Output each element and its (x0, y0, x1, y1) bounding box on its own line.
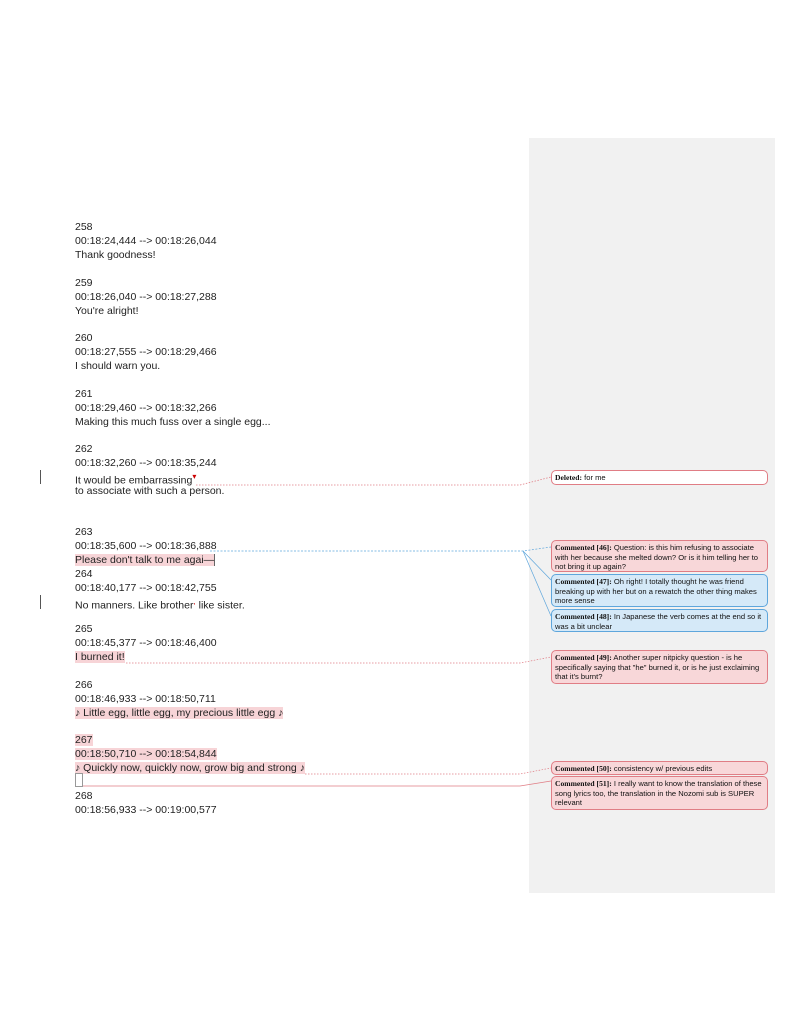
comment-balloon-47[interactable]: Commented [47]: Oh right! I totally thought he was friend breaking up with her but on a rewatch the other thing makes more sense (551, 574, 768, 607)
subtitle-block (75, 789, 217, 817)
subtitle-timestamp: 00:18:45,377 --> 00:18:46,400 (75, 637, 217, 649)
subtitle-timestamp: 00:18:32,260 --> 00:18:35,244 (75, 457, 217, 469)
comment-balloon-51[interactable]: Commented [51]: I really want to know the translation of these song lyrics too, the translation in the Nozomi sub is SUPER relevant (551, 776, 768, 810)
subtitle-block (75, 387, 271, 429)
subtitle-number: 264 (75, 568, 93, 580)
subtitle-number: 266 (75, 679, 93, 691)
subtitle-text: It would be embarrassing▾ (75, 472, 197, 487)
comment-balloon-46[interactable]: Commented [46]: Question: is this him refusing to associate with her because she melted down? Or is it him telling her to not bring it up again? (551, 540, 768, 572)
subtitle-timestamp: 00:18:35,600 --> 00:18:36,888 (75, 540, 217, 552)
change-bar (40, 470, 41, 484)
subtitle-timestamp: 00:18:40,177 --> 00:18:42,755 (75, 582, 217, 594)
subtitle-number: 262 (75, 443, 93, 455)
subtitle-block (75, 331, 217, 373)
subtitle-timestamp: 00:18:27,555 --> 00:18:29,466 (75, 346, 217, 358)
subtitle-text: Thank goodness! (75, 249, 156, 261)
subtitle-block (75, 567, 245, 612)
subtitle-text: I should warn you. (75, 360, 161, 372)
subtitle-timestamp: 00:18:56,933 --> 00:19:00,577 (75, 804, 217, 816)
comment-balloon-48[interactable]: Commented [48]: In Japanese the verb comes at the end so it was a bit unclear (551, 609, 768, 632)
deletion-mark: ▾ (192, 472, 197, 481)
subtitle-block (75, 220, 217, 262)
subtitle-number: 260 (75, 332, 93, 344)
comment-balloon-50[interactable]: Commented [50]: consistency w/ previous edits (551, 761, 768, 775)
empty-line-marker (75, 773, 83, 787)
subtitle-text[interactable]: I burned it! (75, 651, 125, 663)
subtitle-text: Making this much fuss over a single egg... (75, 416, 271, 428)
subtitle-number: 267 (75, 734, 93, 746)
subtitle-block (75, 733, 305, 775)
deletion-mark: , (193, 597, 196, 606)
deleted-balloon[interactable]: Deleted: for me (551, 470, 768, 485)
subtitle-number: 258 (75, 221, 93, 233)
subtitle-text[interactable]: Please don't talk to me agai— (75, 554, 215, 566)
subtitle-text-line2: to associate with such a person. (75, 485, 225, 497)
subtitle-number: 259 (75, 277, 93, 289)
subtitle-text[interactable]: ♪ Quickly now, quickly now, grow big and strong ♪ (75, 762, 305, 774)
subtitle-timestamp: 00:18:29,460 --> 00:18:32,266 (75, 402, 217, 414)
subtitle-number: 268 (75, 790, 93, 802)
subtitle-timestamp: 00:18:50,710 --> 00:18:54,844 (75, 748, 217, 760)
subtitle-block (75, 622, 217, 664)
subtitle-timestamp: 00:18:26,040 --> 00:18:27,288 (75, 291, 217, 303)
subtitle-text: No manners. Like brother, like sister. (75, 597, 245, 612)
subtitle-text: You're alright! (75, 305, 139, 317)
subtitle-block (75, 525, 217, 567)
subtitle-block (75, 442, 224, 498)
subtitle-timestamp: 00:18:24,444 --> 00:18:26,044 (75, 235, 217, 247)
subtitle-number: 263 (75, 526, 93, 538)
change-bar (40, 595, 41, 609)
comment-anchor: — (203, 554, 215, 566)
subtitle-number: 261 (75, 388, 93, 400)
subtitle-block (75, 276, 217, 318)
subtitle-text[interactable]: ♪ Little egg, little egg, my precious little egg ♪ (75, 707, 284, 719)
comment-balloon-49[interactable]: Commented [49]: Another super nitpicky question - is he specifically saying that "he" burned it, or is he just exclaiming that it's burnt? (551, 650, 768, 684)
subtitle-timestamp: 00:18:46,933 --> 00:18:50,711 (75, 693, 216, 705)
subtitle-number: 265 (75, 623, 93, 635)
subtitle-block (75, 678, 283, 720)
